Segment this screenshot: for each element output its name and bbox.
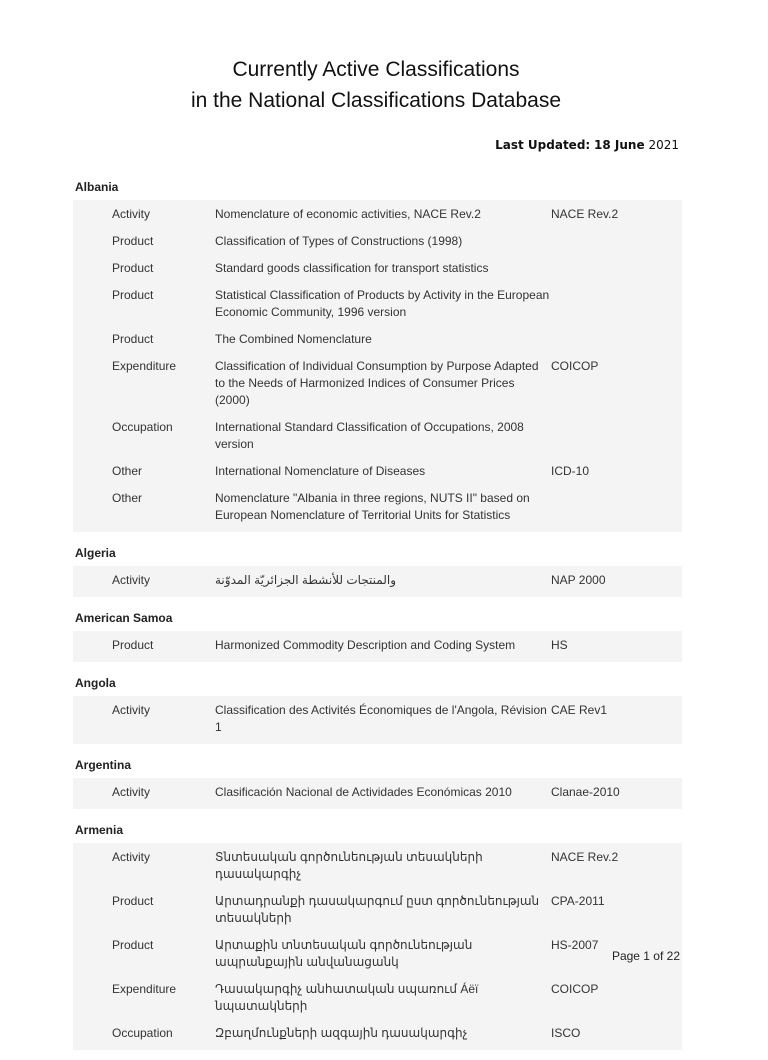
table-row xyxy=(73,933,682,977)
classification-code: Clanae-2010 xyxy=(551,785,620,799)
classification-type: Occupation xyxy=(112,420,173,434)
classification-code: HS xyxy=(551,638,568,652)
classification-name: Nomenclature "Albania in three regions, NUTS II" based on European Nomenclature of Territorial Units for Statistics xyxy=(215,491,530,522)
country-heading: American Samoa xyxy=(75,611,173,625)
classification-type: Product xyxy=(112,332,154,346)
classification-type: Product xyxy=(112,261,154,275)
page-number: Page 1 of 22 xyxy=(611,949,680,963)
country-heading: Angola xyxy=(75,676,116,690)
classification-type: Product xyxy=(112,288,154,302)
country-heading: Albania xyxy=(75,180,119,194)
classification-name: Զբաղմունքների ազգային դասակարգիչ xyxy=(215,1026,468,1040)
classification-name: Classification of Individual Consumption by Purpose Adapted to the Needs of Harmonized Indices of Consumer Prices (2000) xyxy=(215,359,539,407)
classification-code: NACE Rev.2 xyxy=(551,850,619,864)
classification-type: Product xyxy=(112,234,154,248)
classification-type: Expenditure xyxy=(112,359,177,373)
title-line-2: in the National Classifications Database xyxy=(190,89,562,112)
classification-code: ISCO xyxy=(551,1026,581,1040)
classification-list xyxy=(73,176,682,1060)
title-line-1: Currently Active Classifications xyxy=(232,58,520,81)
classification-code xyxy=(550,233,682,250)
classification-code xyxy=(550,287,682,321)
classification-type: Other xyxy=(112,491,143,505)
classification-type: Product xyxy=(112,894,154,908)
classification-code xyxy=(550,419,682,453)
table-row xyxy=(73,633,682,660)
table-row xyxy=(73,229,682,256)
table-row xyxy=(73,780,682,807)
classification-type: Activity xyxy=(112,703,151,717)
country-heading: Argentina xyxy=(75,758,132,772)
country-heading: Algeria xyxy=(75,546,116,560)
classification-code xyxy=(550,260,682,277)
classification-code: COICOP xyxy=(551,359,599,373)
table-row xyxy=(73,283,682,327)
classification-name: Classification des Activités Économiques de l'Angola, Révision 1 xyxy=(215,703,547,734)
table-row xyxy=(73,845,682,889)
table-row xyxy=(73,889,682,933)
last-updated-date: 18 June xyxy=(594,138,645,152)
classification-type: Product xyxy=(112,938,154,952)
country-classification-table xyxy=(73,566,682,597)
table-row xyxy=(73,354,682,415)
country-classification-table xyxy=(73,631,682,662)
country-classification-table xyxy=(73,843,682,1050)
country-classification-table xyxy=(73,696,682,744)
classification-name: The Combined Nomenclature xyxy=(215,332,372,346)
classification-code: COICOP xyxy=(551,982,599,996)
classification-type: Expenditure xyxy=(112,982,177,996)
classification-type: Other xyxy=(112,464,143,478)
classification-type: Activity xyxy=(112,573,151,587)
classification-name: Տնտեսական գործունեության տեսակների դասակարգիչ xyxy=(215,850,483,881)
classification-name: Դասակարգիչ անհատական սպառում Áëï նպատակների xyxy=(215,982,479,1013)
classification-name: Արտադրանքի դասակարգում ըստ գործունեության տեսակների xyxy=(215,894,540,925)
classification-type: Activity xyxy=(112,785,151,799)
classification-name: Classification of Types of Constructions (1998) xyxy=(215,234,463,248)
table-row xyxy=(73,698,682,742)
country-classification-table xyxy=(73,200,682,532)
classification-code: HS-2007 xyxy=(551,938,599,952)
table-row xyxy=(73,1021,682,1048)
classification-name: Արտաքին տնտեսական գործունեության ապրանքային անվանացանկ xyxy=(215,938,473,969)
classification-type: Activity xyxy=(112,850,151,864)
classification-type: Activity xyxy=(112,207,151,221)
last-updated xyxy=(495,138,679,152)
table-row xyxy=(73,256,682,283)
classification-code: ICD-10 xyxy=(551,464,590,478)
classification-name: Clasificación Nacional de Actividades Económicas 2010 xyxy=(215,785,512,799)
classification-code: CAE Rev1 xyxy=(551,703,608,717)
table-row xyxy=(73,977,682,1021)
table-row xyxy=(73,459,682,486)
classification-name: Statistical Classification of Products by Activity in the European Economic Community, 1996 version xyxy=(215,288,550,319)
classification-name: Harmonized Commodity Description and Coding System xyxy=(215,638,516,652)
table-row xyxy=(73,568,682,595)
classification-type: Product xyxy=(112,638,154,652)
classification-code: NAP 2000 xyxy=(551,573,606,587)
classification-name: International Nomenclature of Diseases xyxy=(215,464,426,478)
classification-name: والمنتجات للأنشطة الجزائريّة المدوّنة xyxy=(215,573,397,587)
classification-code xyxy=(550,490,682,524)
country-heading: Armenia xyxy=(75,823,124,837)
classification-code: CPA-2011 xyxy=(551,894,605,908)
classification-name: Nomenclature of economic activities, NACE Rev.2 xyxy=(215,207,481,221)
classification-type: Occupation xyxy=(112,1026,173,1040)
table-row xyxy=(73,202,682,229)
last-updated-label: Last Updated: xyxy=(495,138,591,152)
table-row xyxy=(73,486,682,530)
table-row xyxy=(73,327,682,354)
table-row xyxy=(73,415,682,459)
classification-name: International Standard Classification of Occupations, 2008 version xyxy=(215,420,524,451)
document-title xyxy=(0,54,752,116)
classification-code xyxy=(550,331,682,348)
last-updated-year: 2021 xyxy=(648,138,679,152)
classification-name: Standard goods classification for transport statistics xyxy=(215,261,489,275)
country-classification-table xyxy=(73,778,682,809)
classification-code: NACE Rev.2 xyxy=(551,207,619,221)
